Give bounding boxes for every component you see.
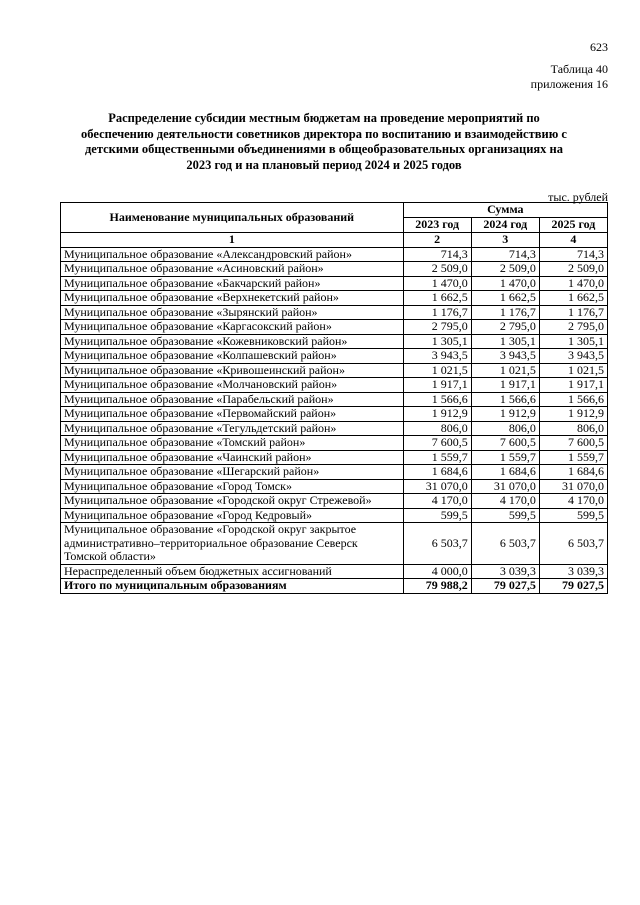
- header-col-number: 3: [471, 233, 539, 248]
- row-value-2024: 3 039,3: [471, 564, 539, 579]
- table-row: [61, 305, 608, 320]
- row-name: Муниципальное образование «Александровский район»: [61, 247, 404, 262]
- row-value-2025: 1 912,9: [539, 407, 607, 422]
- total-name: Итого по муниципальным образованиям: [61, 579, 404, 594]
- total-value-2023: 79 988,2: [403, 579, 471, 594]
- row-value-2024: 2 795,0: [471, 320, 539, 335]
- row-value-2023: 1 912,9: [403, 407, 471, 422]
- table-row: [61, 508, 608, 523]
- table-row: [61, 407, 608, 422]
- row-name: Муниципальное образование «Кожевниковский район»: [61, 334, 404, 349]
- table-row: [61, 479, 608, 494]
- row-value-2023: 7 600,5: [403, 436, 471, 451]
- table-row: [61, 450, 608, 465]
- table-reference: [531, 62, 608, 92]
- title-line2: обеспечению деятельности советников директора по воспитанию и взаимодействию с: [81, 126, 567, 141]
- row-value-2023: 1 305,1: [403, 334, 471, 349]
- row-value-2024: 6 503,7: [471, 523, 539, 565]
- row-value-2023: 1 917,1: [403, 378, 471, 393]
- row-value-2025: 1 566,6: [539, 392, 607, 407]
- row-value-2024: 1 021,5: [471, 363, 539, 378]
- row-value-2024: 1 559,7: [471, 450, 539, 465]
- row-value-2023: 2 509,0: [403, 262, 471, 277]
- row-name: Муниципальное образование «Город Кедровый»: [61, 508, 404, 523]
- row-value-2024: 2 509,0: [471, 262, 539, 277]
- table-row: [61, 564, 608, 579]
- row-value-2025: 1 684,6: [539, 465, 607, 480]
- row-name: Муниципальное образование «Бакчарский район»: [61, 276, 404, 291]
- row-name: Муниципальное образование «Чаинский район»: [61, 450, 404, 465]
- row-value-2025: 1 559,7: [539, 450, 607, 465]
- row-name: Муниципальное образование «Городской округ закрытое административно–территориальное образование Северск Томской области»: [61, 523, 404, 565]
- row-value-2024: 806,0: [471, 421, 539, 436]
- row-value-2024: 1 684,6: [471, 465, 539, 480]
- table-row: [61, 291, 608, 306]
- row-name: Муниципальное образование «Город Томск»: [61, 479, 404, 494]
- row-name: Муниципальное образование «Городской округ Стрежевой»: [61, 494, 404, 509]
- row-value-2025: 3 943,5: [539, 349, 607, 364]
- row-value-2025: 31 070,0: [539, 479, 607, 494]
- row-value-2023: 1 176,7: [403, 305, 471, 320]
- table-ref-line1: Таблица 40: [550, 62, 608, 76]
- header-col-number: 1: [61, 233, 404, 248]
- row-value-2025: 1 470,0: [539, 276, 607, 291]
- table-ref-line2: приложения 16: [530, 77, 608, 91]
- total-value-2025: 79 027,5: [539, 579, 607, 594]
- row-value-2025: 4 170,0: [539, 494, 607, 509]
- header-name-column: Наименование муниципальных образований: [61, 203, 404, 233]
- row-value-2024: 1 566,6: [471, 392, 539, 407]
- table-row: [61, 247, 608, 262]
- row-name: Муниципальное образование «Первомайский район»: [61, 407, 404, 422]
- header-year-2025: 2025 год: [539, 218, 607, 233]
- table-row: [61, 334, 608, 349]
- header-col-number: 4: [539, 233, 607, 248]
- row-value-2025: 2 509,0: [539, 262, 607, 277]
- row-value-2024: 1 176,7: [471, 305, 539, 320]
- row-value-2023: 4 170,0: [403, 494, 471, 509]
- header-sum-group: Сумма: [403, 203, 607, 218]
- header-col-number: 2: [403, 233, 471, 248]
- header-year-2023: 2023 год: [403, 218, 471, 233]
- row-value-2023: 714,3: [403, 247, 471, 262]
- table-row: [61, 392, 608, 407]
- row-value-2023: 1 662,5: [403, 291, 471, 306]
- row-name: Муниципальное образование «Томский район»: [61, 436, 404, 451]
- table-row: [61, 363, 608, 378]
- table-row: [61, 349, 608, 364]
- row-name: Муниципальное образование «Тегульдетский район»: [61, 421, 404, 436]
- row-name: Муниципальное образование «Парабельский район»: [61, 392, 404, 407]
- row-value-2023: 31 070,0: [403, 479, 471, 494]
- row-value-2025: 1 662,5: [539, 291, 607, 306]
- title-line4: 2023 год и на плановый период 2024 и 2025 годов: [186, 157, 462, 172]
- row-value-2024: 3 943,5: [471, 349, 539, 364]
- row-value-2025: 1 917,1: [539, 378, 607, 393]
- table-body: [61, 247, 608, 593]
- table-row: [61, 320, 608, 335]
- row-value-2023: 599,5: [403, 508, 471, 523]
- row-name: Муниципальное образование «Зырянский район»: [61, 305, 404, 320]
- row-value-2024: 1 917,1: [471, 378, 539, 393]
- row-name: Муниципальное образование «Верхнекетский район»: [61, 291, 404, 306]
- row-value-2023: 2 795,0: [403, 320, 471, 335]
- row-value-2023: 6 503,7: [403, 523, 471, 565]
- table-row: [61, 262, 608, 277]
- table-row: [61, 421, 608, 436]
- row-value-2023: 1 021,5: [403, 363, 471, 378]
- row-value-2024: 7 600,5: [471, 436, 539, 451]
- row-value-2024: 1 662,5: [471, 291, 539, 306]
- subsidy-table: [60, 202, 608, 594]
- row-value-2024: 31 070,0: [471, 479, 539, 494]
- row-value-2023: 1 559,7: [403, 450, 471, 465]
- header-year-2024: 2024 год: [471, 218, 539, 233]
- page-number: 623: [590, 40, 608, 54]
- table-row: [61, 378, 608, 393]
- table-row: [61, 276, 608, 291]
- row-value-2025: 714,3: [539, 247, 607, 262]
- row-value-2024: 4 170,0: [471, 494, 539, 509]
- row-value-2024: 1 305,1: [471, 334, 539, 349]
- row-value-2025: 806,0: [539, 421, 607, 436]
- row-name: Муниципальное образование «Асиновский район»: [61, 262, 404, 277]
- total-row: [61, 579, 608, 594]
- units-label: тыс. рублей: [548, 190, 608, 204]
- row-value-2025: 1 305,1: [539, 334, 607, 349]
- row-value-2025: 7 600,5: [539, 436, 607, 451]
- row-value-2024: 714,3: [471, 247, 539, 262]
- row-name: Муниципальное образование «Каргасокский район»: [61, 320, 404, 335]
- row-value-2025: 599,5: [539, 508, 607, 523]
- row-value-2025: 1 176,7: [539, 305, 607, 320]
- title-line1: Распределение субсидии местным бюджетам на проведение мероприятий по: [108, 111, 540, 125]
- row-value-2023: 1 684,6: [403, 465, 471, 480]
- table-row: [61, 436, 608, 451]
- row-value-2024: 599,5: [471, 508, 539, 523]
- document-title: [60, 111, 588, 173]
- row-name: Муниципальное образование «Кривошеинский район»: [61, 363, 404, 378]
- row-value-2025: 3 039,3: [539, 564, 607, 579]
- row-value-2025: 2 795,0: [539, 320, 607, 335]
- total-value-2024: 79 027,5: [471, 579, 539, 594]
- table-row: [61, 465, 608, 480]
- row-value-2023: 806,0: [403, 421, 471, 436]
- title-line3: детскими общественными объединениями в общеобразовательных организациях на: [84, 142, 564, 156]
- row-value-2024: 1 470,0: [471, 276, 539, 291]
- row-value-2023: 3 943,5: [403, 349, 471, 364]
- table-row: [61, 523, 608, 565]
- row-name: Муниципальное образование «Молчановский район»: [61, 378, 404, 393]
- row-value-2023: 1 566,6: [403, 392, 471, 407]
- row-value-2025: 1 021,5: [539, 363, 607, 378]
- row-value-2024: 1 912,9: [471, 407, 539, 422]
- row-value-2023: 4 000,0: [403, 564, 471, 579]
- row-name: Нераспределенный объем бюджетных ассигнований: [61, 564, 404, 579]
- row-value-2023: 1 470,0: [403, 276, 471, 291]
- row-value-2025: 6 503,7: [539, 523, 607, 565]
- row-name: Муниципальное образование «Шегарский район»: [61, 465, 404, 480]
- row-name: Муниципальное образование «Колпашевский район»: [61, 349, 404, 364]
- table-row: [61, 494, 608, 509]
